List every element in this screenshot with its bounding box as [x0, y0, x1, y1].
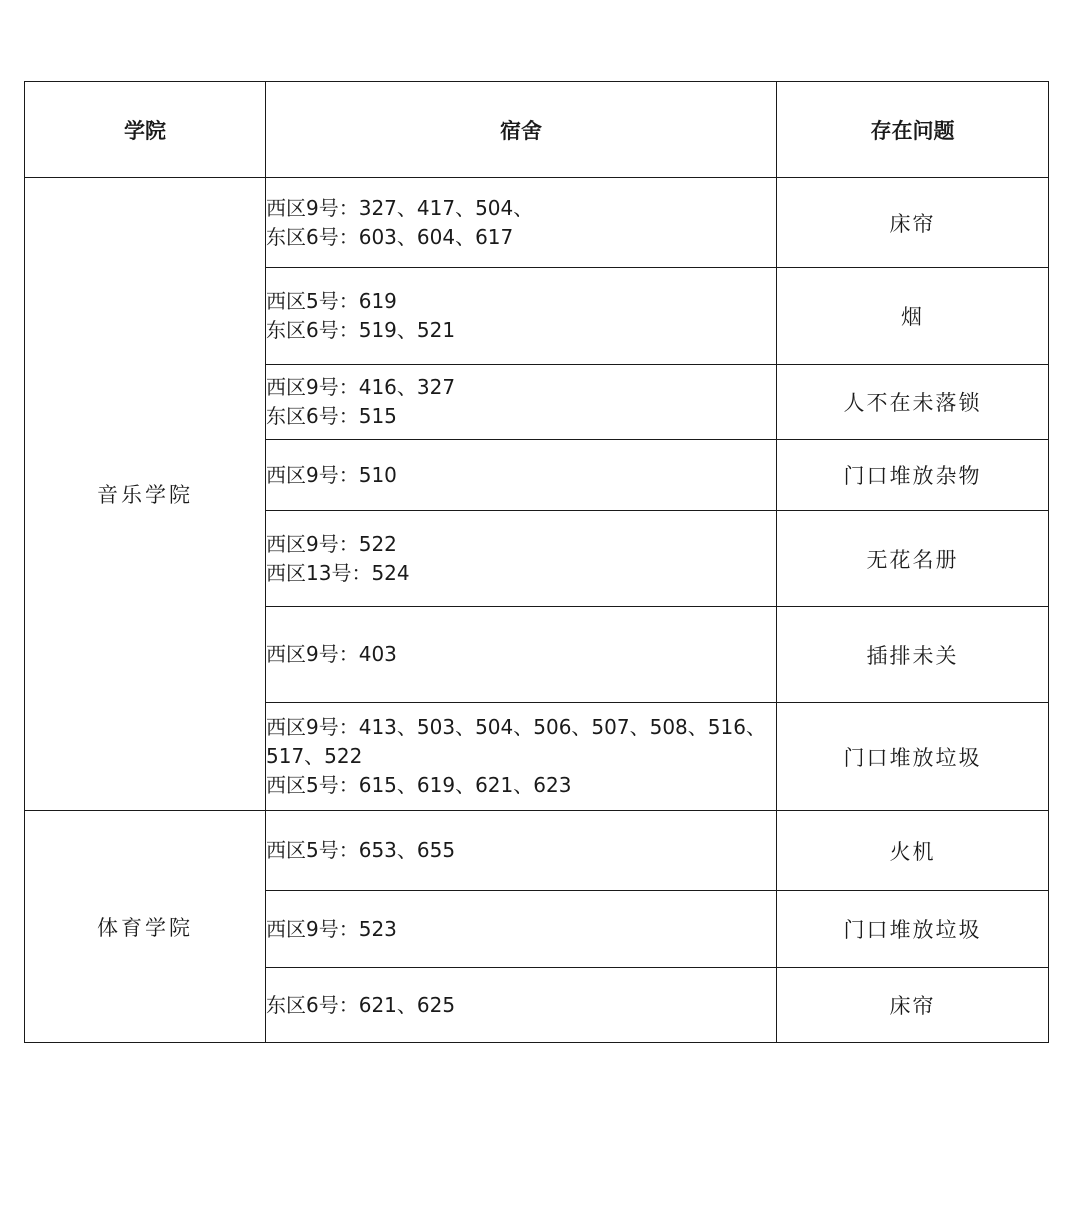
issue-cell: 门口堆放杂物 — [777, 440, 1049, 511]
header-college: 学院 — [25, 82, 266, 178]
header-dorm: 宿舍 — [266, 82, 777, 178]
issue-cell: 火机 — [777, 811, 1049, 891]
issue-cell: 门口堆放垃圾 — [777, 703, 1049, 811]
dorm-line: 西区9号：523 — [266, 916, 397, 941]
issue-cell: 床帘 — [777, 178, 1049, 268]
dorm-cell — [266, 511, 777, 607]
table-row — [25, 178, 1049, 268]
dorm-line: 东区6号：519、521 — [266, 318, 456, 342]
issue-cell: 无花名册 — [777, 511, 1049, 607]
issue-cell: 床帘 — [777, 968, 1049, 1043]
dorm-line: 东区6号：621、625 — [266, 992, 456, 1017]
dorm-line: 西区9号：327、417、504、 — [266, 195, 534, 220]
dorm-line: 西区9号：403 — [266, 642, 397, 666]
dorm-cell — [266, 703, 777, 811]
dorm-line: 西区5号：619 — [266, 289, 397, 313]
dorm-line: 东区6号：515 — [266, 404, 397, 428]
dorm-cell — [266, 811, 777, 891]
dorm-inspection-table — [24, 81, 1049, 1043]
college-cell: 音乐学院 — [25, 178, 266, 811]
dorm-cell — [266, 178, 777, 268]
dorm-line: 西区13号：524 — [266, 560, 410, 585]
dorm-cell — [266, 440, 777, 511]
issue-cell: 插排未关 — [777, 607, 1049, 703]
table-row — [25, 811, 1049, 891]
dorm-cell — [266, 968, 777, 1043]
dorm-line: 西区5号：653、655 — [266, 838, 456, 862]
issue-cell: 烟 — [777, 268, 1049, 365]
college-cell: 体育学院 — [25, 811, 266, 1043]
dorm-line: 西区5号：615、619、621、623 — [266, 773, 572, 797]
dorm-line: 西区9号：510 — [266, 462, 397, 487]
header-row — [25, 82, 1049, 178]
dorm-cell — [266, 365, 777, 440]
dorm-cell — [266, 891, 777, 968]
dorm-cell — [266, 607, 777, 703]
dorm-line: 东区6号：603、604、617 — [266, 224, 514, 249]
dorm-cell — [266, 268, 777, 365]
dorm-line: 西区9号：416、327 — [266, 375, 456, 399]
header-issue: 存在问题 — [777, 82, 1049, 178]
issue-cell: 门口堆放垃圾 — [777, 891, 1049, 968]
dorm-line: 西区9号：413、503、504、506、507、508、516、517、522 — [266, 715, 766, 768]
issue-cell: 人不在未落锁 — [777, 365, 1049, 440]
dorm-line: 西区9号：522 — [266, 531, 397, 556]
